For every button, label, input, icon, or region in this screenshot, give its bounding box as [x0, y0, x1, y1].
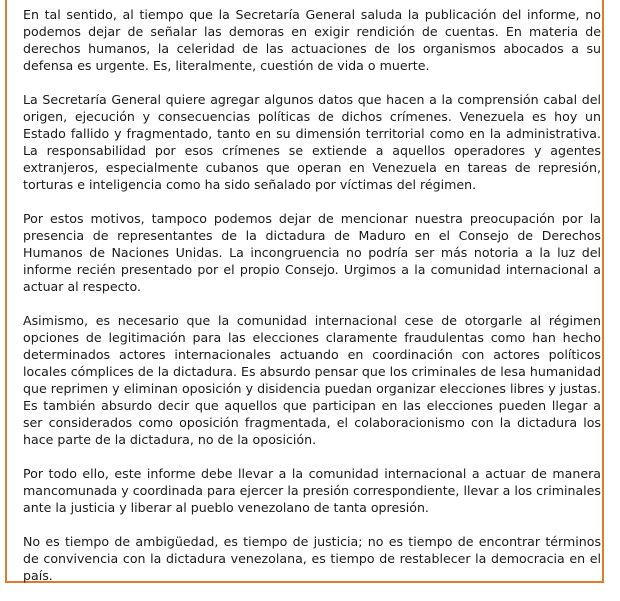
paragraph-2: La Secretaría General quiere agregar algunos datos que hacen a la comprensión cabal del origen, ejecución y consecuencias políticas de dichos crímenes. Venezuela es hoy un Estado fallido y fragmentado, tanto en su dimensión territorial como en la administrativa. La responsabilidad por esos crímenes se extiende a aquellos operadores y agentes extranjeros, especialmente cubanos que operan en Venezuela en tareas de represión, torturas e inteligencia como ha sido señalado por víctimas del régimen.: [23, 92, 601, 192]
paragraph-3: Por estos motivos, tampoco podemos dejar de mencionar nuestra preocupación por la presencia de representantes de la dictadura de Maduro en el Consejo de Derechos Humanos de Naciones Unidas. La incongruencia no podría ser más notoria a la luz del informe recién presentado por el propio Consejo. Urgimos a la comunidad internacional a actuar al respecto.: [23, 211, 601, 294]
paragraph-5: Por todo ello, este informe debe llevar a la comunidad internacional a actuar de manera mancomunada y coordinada para ejercer la presión correspondiente, llevar a los criminales ante la justicia y liberar al pueblo venezolano de tanta opresión.: [23, 466, 601, 515]
paragraph-1: En tal sentido, al tiempo que la Secretaría General saluda la publicación del informe, no podemos dejar de señalar las demoras en exigir rendición de cuentas. En materia de derechos humanos, la celeridad de las actuaciones de los organismos abocados a su defensa es urgente. Es, literalmente, cuestión de vida o muerte.: [23, 7, 601, 73]
document-body: [23, 6, 601, 601]
document-frame: [5, 0, 604, 583]
paragraph-6: No es tiempo de ambigüedad, es tiempo de justicia; no es tiempo de encontrar términos de convivencia con la dictadura venezolana, es tiempo de restablecer la democracia en el país.: [23, 534, 601, 583]
paragraph-4: Asimismo, es necesario que la comunidad internacional cese de otorgarle al régimen opciones de legitimación para las elecciones claramente fraudulentas como han hecho determinados actores internacionales actuando en coordinación con actores políticos locales cómplices de la dictadura. Es absurdo pensar que los criminales de lesa humanidad que reprimen y eliminan oposición y disidencia puedan organizar elecciones libres y justas. Es también absurdo decir que aquellos que participan en las elecciones pueden llegar a ser considerados como oposición fragmentada, el colaboracionismo con la dictadura los hace parte de la dictadura, no de la oposición.: [23, 313, 601, 447]
